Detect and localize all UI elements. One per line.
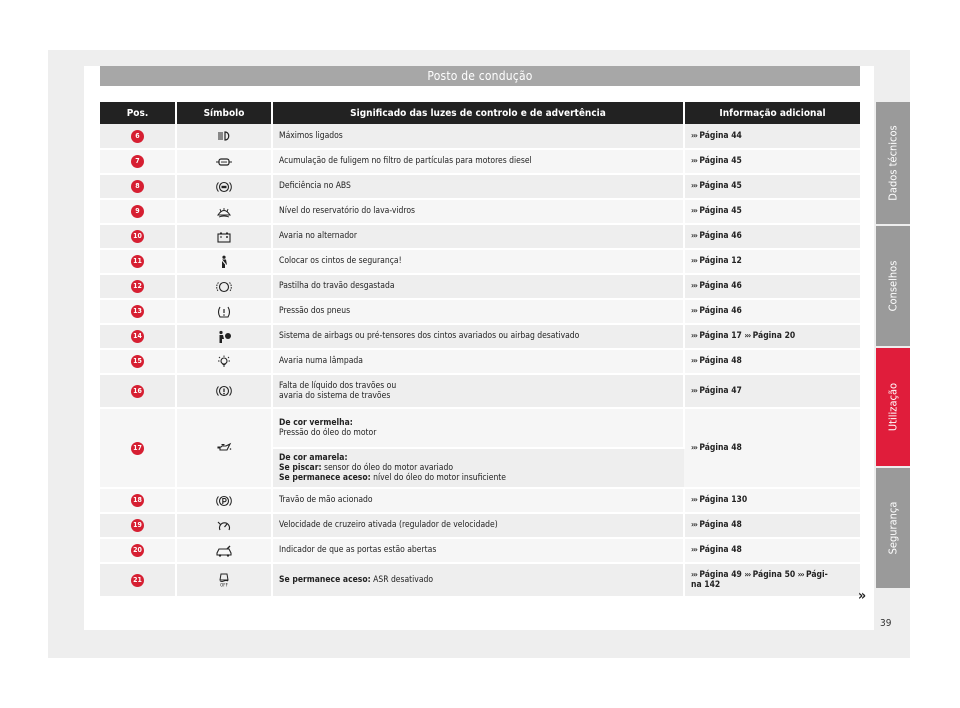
page-link[interactable]: Página 49 [699,569,742,580]
info-cell: ››› Página 17 ››› Página 20 [684,324,860,349]
info-cell: ››› Página 45 [684,199,860,224]
meaning-cell: Velocidade de cruzeiro ativada (regulador de velocidade) [272,513,684,538]
brake-pad-icon [216,282,232,292]
info-cell: ››› Página 45 [684,149,860,174]
info-cell: ››› Página 48 [684,349,860,374]
info-cell: ››› Página 48 [684,408,860,488]
info-cell: ››› Página 45 [684,174,860,199]
sidebar-tab-utilizacao[interactable]: Utilização [876,348,910,466]
table-row [100,349,860,374]
page-link[interactable]: Página 47 [699,385,742,396]
table-row [100,149,860,174]
position-number: 10 [131,230,144,243]
page-link[interactable]: Página 48 [699,356,742,367]
meaning-cell: Acumulação de fuligem no filtro de partículas para motores diesel [272,149,684,174]
info-cell: ››› Página 46 [684,274,860,299]
position-number: 21 [131,574,144,587]
position-number: 6 [131,130,144,143]
oil-pressure-icon [216,444,232,454]
position-number: 13 [131,305,144,318]
info-cell: ››› Página 48 [684,513,860,538]
meaning-cell: Colocar os cintos de segurança! [272,249,684,274]
position-number: 9 [131,205,144,218]
parking-brake-icon [216,496,232,506]
page-link[interactable]: Página 45 [699,156,742,167]
sidebar-tab-dados-tecnicos[interactable]: Dados técnicos [876,102,910,224]
page-link[interactable]: Pági- na 142 [691,569,828,590]
section-title: Posto de condução [100,66,860,86]
page-link[interactable]: Página 44 [699,130,742,141]
sidebar-tab-conselhos[interactable]: Conselhos [876,226,910,346]
table-row [100,249,860,274]
table-header-row [100,102,860,124]
cruise-control-icon [216,521,232,531]
position-number: 12 [131,280,144,293]
meaning-cell: Deficiência no ABS [272,174,684,199]
table-row [100,299,860,324]
info-cell: ››› Página 48 [684,538,860,563]
continue-mark: » [858,588,867,604]
page-number: 39 [880,618,892,629]
meaning-cell: Pressão dos pneus [272,299,684,324]
page-link[interactable]: Página 48 [699,520,742,531]
page-link[interactable]: Página 46 [699,306,742,317]
table-row [100,124,860,149]
table-row [100,513,860,538]
sidebar-tab-seguranca[interactable]: Segurança [876,468,910,588]
table-row [100,174,860,199]
header-symbol: Símbolo [176,102,272,124]
position-number: 19 [131,519,144,532]
meaning-cell: Indicador de que as portas estão abertas [272,538,684,563]
header-info: Informação adicional [684,102,860,124]
position-number: 8 [131,180,144,193]
page-link[interactable]: Página 46 [699,231,742,242]
meaning-cell: De cor amarela: Se piscar: sensor do óleo do motor avariado Se permanece aceso: nível do óleo do motor insuficiente [272,448,684,488]
position-number: 16 [131,385,144,398]
high-beam-icon [216,132,232,142]
meaning-cell: Pastilha do travão desgastada [272,274,684,299]
info-cell: ››› Página 47 [684,374,860,408]
warning-lights-table [100,102,860,598]
door-open-icon [216,546,232,556]
table-row [100,374,860,408]
position-number: 18 [131,494,144,507]
info-cell: ››› Página 130 [684,488,860,513]
position-number: 15 [131,355,144,368]
page-link[interactable]: Página 17 [699,331,742,342]
table-row [100,488,860,513]
meaning-cell: Nível do reservatório do lava-vidros [272,199,684,224]
meaning-cell: Falta de líquido dos travões ou avaria do sistema de travões [272,374,684,408]
position-number: 20 [131,544,144,557]
page-link[interactable]: Página 45 [699,181,742,192]
page-link[interactable]: Página 46 [699,281,742,292]
table-row [100,563,860,597]
info-cell: ››› Página 46 [684,299,860,324]
info-cell: ››› Página 46 [684,224,860,249]
abs-icon [216,182,232,192]
washer-fluid-icon [216,207,232,217]
brake-warning-icon [216,387,232,397]
position-number: 7 [131,155,144,168]
page-link[interactable]: Página 45 [699,206,742,217]
position-number: 17 [131,442,144,455]
meaning-cell: Avaria no alternador [272,224,684,249]
meaning-cell: Travão de mão acionado [272,488,684,513]
airbag-icon [216,332,232,342]
table-row [100,274,860,299]
table-row [100,324,860,349]
meaning-cell: Sistema de airbags ou pré-tensores dos cintos avariados ou airbag desativado [272,324,684,349]
asr-off-icon [216,576,232,586]
position-number: 14 [131,330,144,343]
seatbelt-icon [216,257,232,267]
page-link[interactable]: Página 12 [699,256,742,267]
meaning-cell: Máximos ligados [272,124,684,149]
diesel-particulate-filter-icon [216,157,232,167]
info-cell: ››› Página 44 [684,124,860,149]
page-link[interactable]: Página 50 [752,569,796,580]
meaning-cell: Se permanece aceso: ASR desativado [272,563,684,597]
info-cell: ››› Página 49 ››› Página 50 ››› Pági- na 142 [684,563,860,597]
header-meaning: Significado das luzes de controlo e de advertência [272,102,684,124]
page-link[interactable]: Página 48 [699,442,742,453]
meaning-cell: De cor vermelha: Pressão do óleo do motor [272,408,684,448]
battery-icon [216,232,232,242]
position-number: 11 [131,255,144,268]
header-pos: Pos. [100,102,176,124]
svg-text:OFF: OFF [220,582,228,587]
table-row [100,199,860,224]
page-link[interactable]: Página 48 [699,545,742,556]
table-row [100,408,860,448]
page-link[interactable]: Página 130 [699,495,748,506]
tire-pressure-icon [216,307,232,317]
table-row [100,538,860,563]
bulb-icon [216,357,232,367]
meaning-cell: Avaria numa lâmpada [272,349,684,374]
info-cell: ››› Página 12 [684,249,860,274]
page-link[interactable]: Página 20 [752,331,796,342]
table-row [100,224,860,249]
